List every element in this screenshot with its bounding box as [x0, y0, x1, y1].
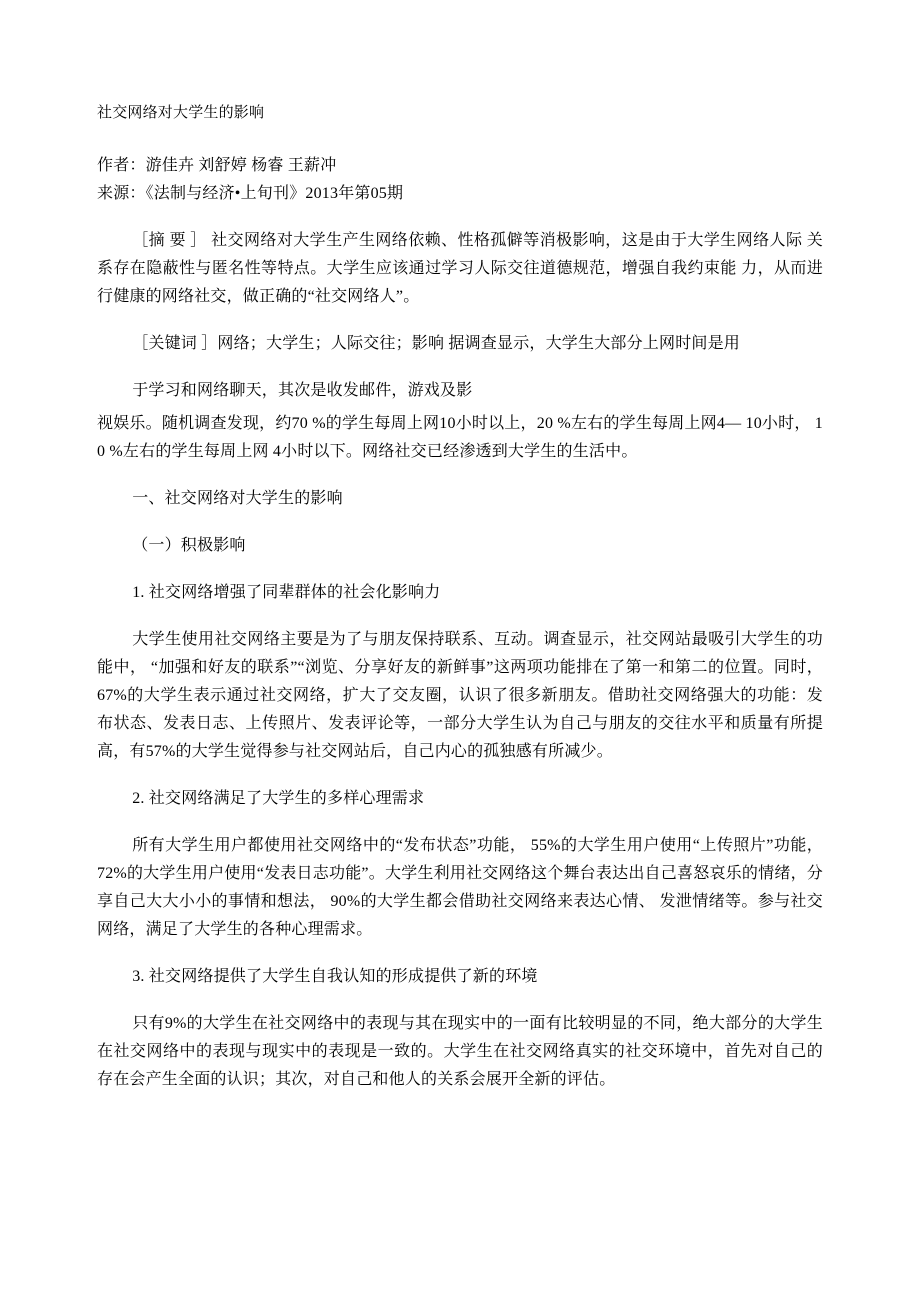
- article-title: 社交网络对大学生的影响: [97, 105, 265, 121]
- point-3-heading: 3. 社交网络提供了大学生自我认知的形成提供了新的环境: [132, 968, 538, 985]
- author-line: 作者：游佳卉 刘舒婷 杨睿 王薪冲: [97, 157, 337, 174]
- source-line: 来源：《法制与经济•上旬刊》2013年第05期: [97, 185, 404, 202]
- point-2-body-paragraph: 所有大学生用户都使用社交网络中的“发布状态”功能， 55%的大学生用户使用“上传照片”功能， 72%的大学生用户使用“发表日志功能”。大学生利用社交网络这个舞台表达出自己喜怒哀乐的情绪，分享自己大大小小的事情和想法， 90%的大学生都会借助社交网络来表达心情、 发泄情绪等。参与社交网络，满足了大学生的各种心理需求。: [97, 837, 823, 938]
- abstract-paragraph: ［摘 要 ］ 社交网络对大学生产生网络依赖、性格孤僻等消极影响，这是由于大学生网络人际 关系存在隐蔽性与匿名性等特点。大学生应该通过学习人际交往道德规范，增强自我约束能 力，从而进行健康的网络社交，做正确的“社交网络人”。: [97, 232, 823, 305]
- point-1-body-paragraph: 大学生使用社交网络主要是为了与朋友保持联系、互动。调查显示，社交网站最吸引大学生的功能中， “加强和好友的联系”“浏览、分享好友的新鲜事”这两项功能排在了第一和第二的位置。同时， 67%的大学生表示通过社交网络，扩大了交友圈，认识了很多新朋友。借助社交网络强大的功能：发布状态、发表日志、上传照片、发表评论等，一部分大学生认为自己与朋友的交往水平和质量有所提高，有57%的大学生觉得参与社交网站后，自己内心的孤独感有所减少。: [97, 631, 823, 760]
- point-1-heading: 1. 社交网络增强了同辈群体的社会化影响力: [132, 584, 441, 601]
- usage-statistics-paragraph: 视娱乐。随机调查发现，约70 %的学生每周上网10小时以上，20 %左右的学生每周上网4— 10小时， 10 %左右的学生每周上网 4小时以下。网络社交已经渗透到大学生的生活中。: [97, 415, 823, 460]
- byline-block: [97, 152, 823, 208]
- keywords-paragraph: ［关键词 ］网络；大学生；人际交往；影响 据调查显示，大学生大部分上网时间是用: [132, 335, 740, 352]
- section-1-heading: 一、社交网络对大学生的影响: [132, 490, 343, 507]
- subsection-positive-effects-heading: （一）积极影响: [132, 537, 246, 554]
- keywords-continuation-line: 于学习和网络聊天，其次是收发邮件，游戏及影: [132, 382, 473, 399]
- point-3-body-paragraph: 只有9%的大学生在社交网络中的表现与其在现实中的一面有比较明显的不同，绝大部分的大学生在社交网络中的表现与现实中的表现是一致的。大学生在社交网络真实的社交环境中，首先对自己的存在会产生全面的认识；其次，对自己和他人的关系会展开全新的评估。: [97, 1015, 823, 1088]
- point-2-heading: 2. 社交网络满足了大学生的多样心理需求: [132, 790, 425, 807]
